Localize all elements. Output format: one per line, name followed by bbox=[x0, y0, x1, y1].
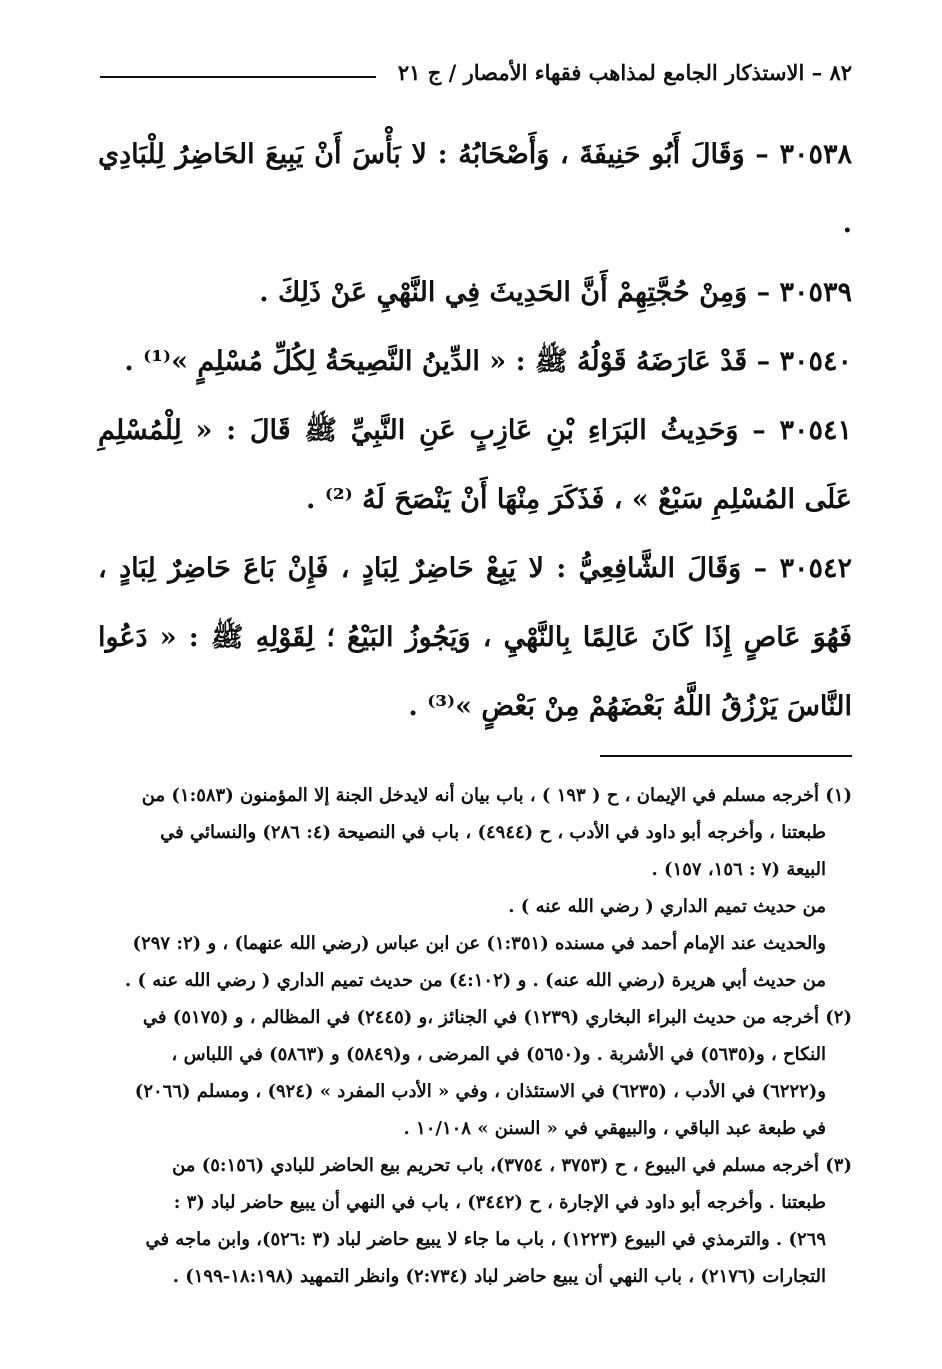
footnote-3-line: (٣) أخرجه مسلم في البيوع ، ح (٣٧٥٣ ، ٣٧٥٤)، باب تحريم بيع الحاضر للبادي (٥:١٥٦) من bbox=[172, 1155, 852, 1176]
footnote-2-line: و(٦٢٢٢) في الأدب ، (٦٢٣٥) في الاستئذان ، وفي « الأدب المفرد » (٩٢٤) ، ومسلم (٢٠٦٦) bbox=[134, 1081, 826, 1102]
paragraph-30540: ٣٠٥٤٠ – قَدْ عَارَضَهُ قَوْلُهُ ﷺ : « الدِّينُ النَّصِيحَةُ لِكُلِّ مُسْلِمٍ »⁽¹⁾ . bbox=[124, 346, 852, 377]
paragraph-30541: ٣٠٥٤١ – وَحَدِيثُ البَرَاءِ بْنِ عَازِبٍ عَنِ النَّبِيِّ ﷺ قَالَ : « لِلْمُسْلِمِ عَلَى المُسْلِمِ سَبْعٌ » ، فَذَكَرَ مِنْهَا أَنْ يَنْصَحَ لَهُ ⁽²⁾ . bbox=[98, 415, 852, 515]
footnote-1-line: والحديث عند الإمام أحمد في مسنده (١:٣٥١) عن ابن عباس (رضي الله عنهما) ، و (٢: ٢٩٧) bbox=[132, 933, 826, 954]
footnote-3-line: طبعتنا . وأخرجه أبو داود في الإجارة ، ح (٣٤٤٢) ، باب في النهي أن يبيع حاضر لباد (٣ : bbox=[173, 1192, 826, 1213]
footnote-separator bbox=[600, 755, 852, 757]
header-title: ٨٢ – الاستذكار الجامع لمذاهب فقهاء الأمصار / ج ٢١ bbox=[397, 59, 852, 85]
footnote-3-line: التجارات (٢١٧٦) ، باب النهي أن يبيع حاضر لباد (٢:٧٣٤) وانظر التمهيد (١٨:١٩٨-١٩٩) . bbox=[172, 1266, 826, 1287]
footnote-1-line: البيعة (٧ : ١٥٦، ١٥٧) . bbox=[651, 859, 826, 880]
footnote-1-line: طبعتنا ، وأخرجه أبو داود في الأدب ، ح (٤٩٤٤) ، باب في النصيحة (٤: ٢٨٦) والنسائي في bbox=[160, 822, 826, 843]
footnote-2 bbox=[98, 999, 852, 1147]
paragraph-30538: ٣٠٥٣٨ – وَقَالَ أَبُو حَنِيفَةَ ، وَأَصْحَابُهُ : لا بَأْسَ أَنْ يَبِيعَ الحَاضِرُ لِلْبَادِي . bbox=[98, 139, 853, 239]
footnote-1 bbox=[98, 777, 852, 999]
paragraph-30539: ٣٠٥٣٩ – وَمِنْ حُجَّتِهِمْ أَنَّ الحَدِيثَ فِي النَّهْيِ عَنْ ذَلِكَ . bbox=[259, 277, 852, 308]
header-rule bbox=[100, 76, 376, 78]
main-text bbox=[98, 120, 852, 741]
footnote-3 bbox=[98, 1147, 852, 1295]
running-header bbox=[100, 52, 852, 92]
footnote-2-line: في طبعة عبد الباقي ، والبيهقي في « السنن » ١٠/١٠٨ . bbox=[403, 1118, 826, 1139]
footnote-2-line: النكاح ، و(٥٦٣٥) في الأشربة . و(٥٦٥٠) في المرضى ، و(٥٨٤٩) و (٥٨٦٣) في اللباس ، bbox=[171, 1044, 826, 1065]
paragraph-30542: ٣٠٥٤٢ – وَقَالَ الشَّافِعِيُّ : لا يَبِعْ حَاضِرٌ لِبَادٍ ، فَإِنْ بَاعَ حَاضِرٌ لِبَادٍ ، فَهُوَ عَاصٍ إِذَا كَانَ عَالِمًا بِالنَّهْيِ ، وَيَجُوزُ البَيْعُ ؛ لِقَوْلِهِ ﷺ : « دَعُوا النَّاسَ يَرْزُقُ اللَّهُ بَعْضَهُمْ مِنْ بَعْضٍ »⁽³⁾ . bbox=[98, 553, 852, 722]
footnote-2-line: (٢) أخرجه من حديث البراء البخاري (١٢٣٩) في الجنائز ،و (٢٤٤٥) في المظالم ، و (٥١٧٥) في bbox=[142, 1007, 852, 1028]
footnote-1-line: من حديث تميم الداري ( رضي الله عنه ) . bbox=[508, 896, 826, 917]
footnotes bbox=[98, 777, 852, 1295]
footnote-3-line: ٢٦٩) . والترمذي في البيوع (١٢٢٣) ، باب ما جاء لا يبيع حاضر لباد (٣ :٥٢٦)، وابن ماجه في bbox=[145, 1229, 826, 1250]
footnote-1-line: (١) أخرجه مسلم في الإيمان ، ح ( ١٩٣ ) ، باب بيان أنه لايدخل الجنة إلا المؤمنون (١:٥٨٣) من bbox=[141, 785, 852, 806]
footnote-1-line: من حديث أبي هريرة (رضي الله عنه) . و (٤:١٠٢) من حديث تميم الداري ( رضي الله عنه ) . bbox=[124, 970, 826, 991]
